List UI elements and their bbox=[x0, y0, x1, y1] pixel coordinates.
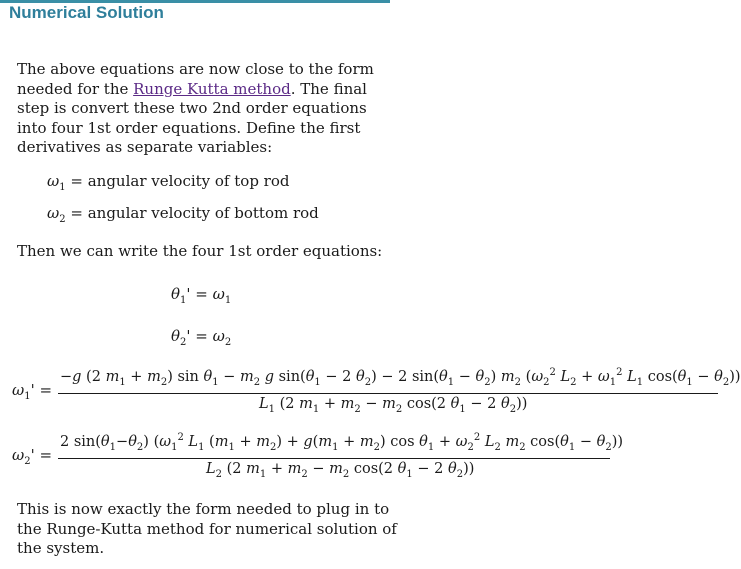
equation-omega1-numerator: −g (2 $m_1 + m_2$) $\sin \theta_1 - m_2$ g $\sin(\theta_1 - 2$ $\theta_2) - 2$ $\sin(\theta_1 - \theta_2)$ $m_2$ ($\omega_2^2$ $L_2 + \omega_1^2$ $L_1$ $\cos(\theta_1 - \theta_2)$) bbox=[60, 367, 741, 388]
equation-theta2: $\theta_2' = \omega_2$ bbox=[171, 327, 232, 348]
fraction-bar bbox=[58, 458, 610, 459]
omega-symbol: ω bbox=[47, 172, 60, 190]
omega-subscript: 1 bbox=[59, 182, 66, 193]
equation-omega2-numerator: 2 $\sin(\theta_1-\theta_2)$ ($\omega_1^2$ $L_1$ $(m_1 + m_2) + g(m_1 + m_2)$ $\cos \theta_1 + \omega_2^2$ $L_2$ $m_2$ $\cos(\theta_1 - \theta_2)$) bbox=[60, 432, 624, 453]
equation-omega2-denominator: $L_2$ (2 $m_1 + m_2 - m_2$ cos(2 $\theta_1 - 2$ $\theta_2$)) bbox=[206, 461, 475, 480]
equation-omega1-lhs: $\omega_1'$ = bbox=[12, 381, 53, 402]
definition-text: = angular velocity of top rod bbox=[65, 172, 290, 190]
closing-paragraph: This is now exactly the form needed to plug in to the Runge-Kutta method for numerical solution of the system. bbox=[17, 500, 397, 557]
omega-symbol: ω bbox=[47, 204, 60, 222]
runge-kutta-link[interactable]: Runge Kutta method bbox=[133, 79, 291, 98]
definition-omega1 bbox=[47, 172, 290, 191]
omega-subscript: 2 bbox=[59, 214, 66, 225]
intro-text-start: The above equations are now close to the form needed for the bbox=[17, 60, 374, 98]
section-heading: Numerical Solution bbox=[9, 3, 164, 22]
fraction-bar bbox=[58, 393, 718, 394]
equation-omega1-denominator: $L_1$ (2 $m_1 + m_2 - m_2$ cos(2 $\theta_1 - 2$ $\theta_2$)) bbox=[259, 396, 528, 415]
intro-paragraph bbox=[17, 60, 377, 158]
then-paragraph: Then we can write the four 1st order equations: bbox=[17, 242, 383, 260]
intro-text-end: . The final step is convert these two 2nd order equations into four 1st order equations. Define the first derivatives as separate variables: bbox=[17, 79, 367, 156]
definition-omega2 bbox=[47, 204, 319, 223]
definition-text: = angular velocity of bottom rod bbox=[65, 204, 319, 222]
equation-theta1: $\theta_1' = \omega_1$ bbox=[171, 285, 232, 306]
equation-omega2-lhs: $\omega_2'$ = bbox=[12, 446, 53, 467]
